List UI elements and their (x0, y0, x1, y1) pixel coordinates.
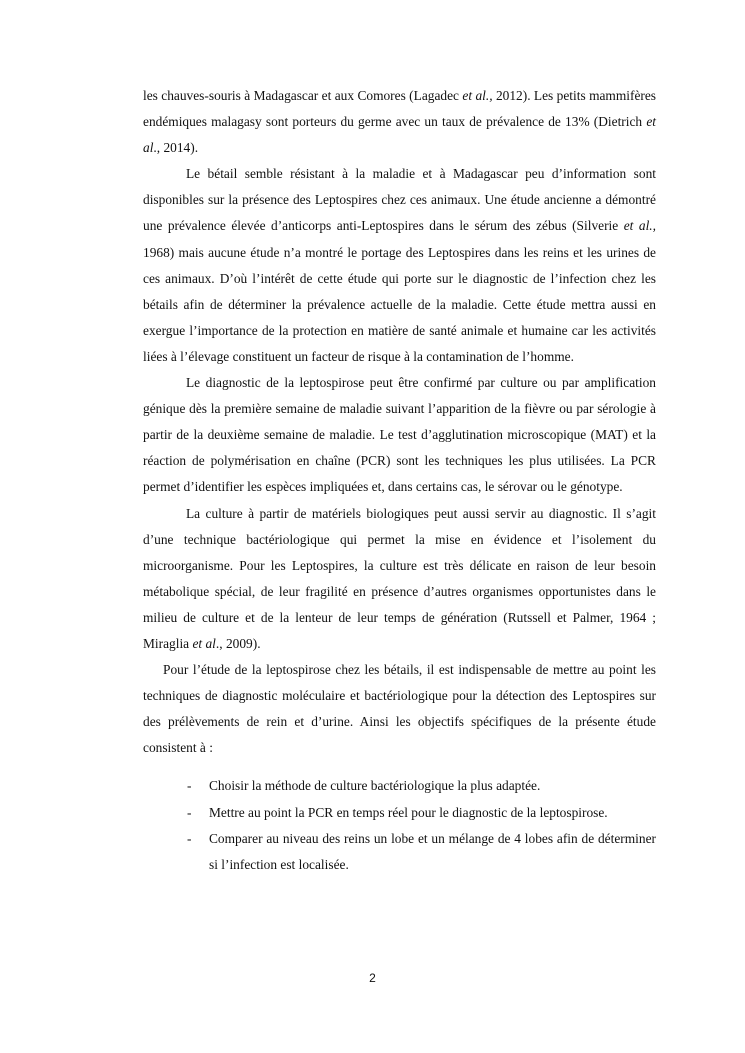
paragraph-2-text-b: 1968) mais aucune étude n’a montré le portage des Leptospires dans les reins et les urines de ces animaux. D’où l’intérêt de cette étude qui porte sur le diagnostic de l’infection chez les bétails afin de déterminer la prévalence actuelle de la maladie. Cette étude mettra aussi en exergue l’importance de la protection en matière de santé animale et humaine car les activités liées à l’élevage constituent un facteur de risque à la contamination de l’homme. (143, 244, 656, 364)
list-item (143, 773, 656, 799)
list-item-text: Mettre au point la PCR en temps réel pour le diagnostic de la leptospirose. (209, 804, 608, 820)
paragraph-5: Pour l’étude de la leptospirose chez les bétails, il est indispensable de mettre au point les techniques de diagnostic moléculaire et bactériologique pour la détection des Leptospires sur des prélèvements de rein et d’urine. Ainsi les objectifs spécifiques de la présente étude consistent à : (143, 662, 656, 756)
body-text (143, 83, 656, 878)
citation-italic: et al., (462, 88, 493, 103)
dash-bullet: - (187, 830, 192, 846)
paragraph-2-text-a: Le bétail semble résistant à la maladie et à Madagascar peu d’information sont disponibles sur la présence des Leptospires chez ces animaux. Une étude ancienne a démontré une prévalence élevée d’anticorps anti-Leptospires dans le sérum des zébus (Silverie (143, 166, 656, 234)
paragraph-2 (143, 161, 656, 370)
objectives-list (143, 773, 656, 877)
page-number: 2 (369, 971, 376, 985)
citation-italic: et al., (623, 218, 657, 234)
paragraph-1 (143, 83, 656, 161)
list-item-text: Comparer au niveau des reins un lobe et un mélange de 4 lobes afin de déterminer si l’infection est localisée. (209, 830, 656, 872)
paragraph-4 (143, 501, 656, 658)
paragraph-1-text-c: ., 2014). (153, 140, 199, 156)
list-item (143, 800, 656, 826)
dash-bullet: - (187, 804, 192, 820)
paragraph-1-text-b: 2012). Les petits mammifères endémiques malagasy sont porteurs du germe avec un taux de prévalence de 13% (Dietrich (143, 88, 656, 130)
paragraph-4-text-a: La culture à partir de matériels biologiques peut aussi servir au diagnostic. Il s’agit d’une technique bactériologique qui permet la mise en évidence et l’isolement du microorganisme. Pour les Leptospires, la culture est très délicate en raison de leur besoin métabolique spécial, de leur fragilité en présence d’autres organismes opportunistes dans le milieu de culture et de la lenteur de leur temps de génération (Rutssell et Palmer, 1964 ; Miraglia (143, 505, 656, 651)
paragraph-1-text-a: les chauves-souris à Madagascar et aux Comores (Lagadec (143, 88, 463, 103)
list-item (143, 826, 656, 878)
citation-italic: et al (192, 635, 216, 651)
dash-bullet: - (187, 778, 192, 794)
paragraph-4-text-b: ., 2009). (215, 635, 261, 651)
list-item-text: Choisir la méthode de culture bactériologique la plus adaptée. (209, 778, 541, 794)
paragraph-3: Le diagnostic de la leptospirose peut être confirmé par culture ou par amplification génique dès la première semaine de maladie suivant l’apparition de la fièvre ou par sérologie à partir de la deuxième semaine de maladie. Le test d’agglutination microscopique (MAT) et la réaction de polymérisation en chaîne (PCR) sont les techniques les plus utilisées. La PCR permet d’identifier les espèces impliquées et, dans certains cas, le sérovar ou le génotype. (143, 375, 656, 495)
citation-italic: et al (143, 114, 656, 156)
